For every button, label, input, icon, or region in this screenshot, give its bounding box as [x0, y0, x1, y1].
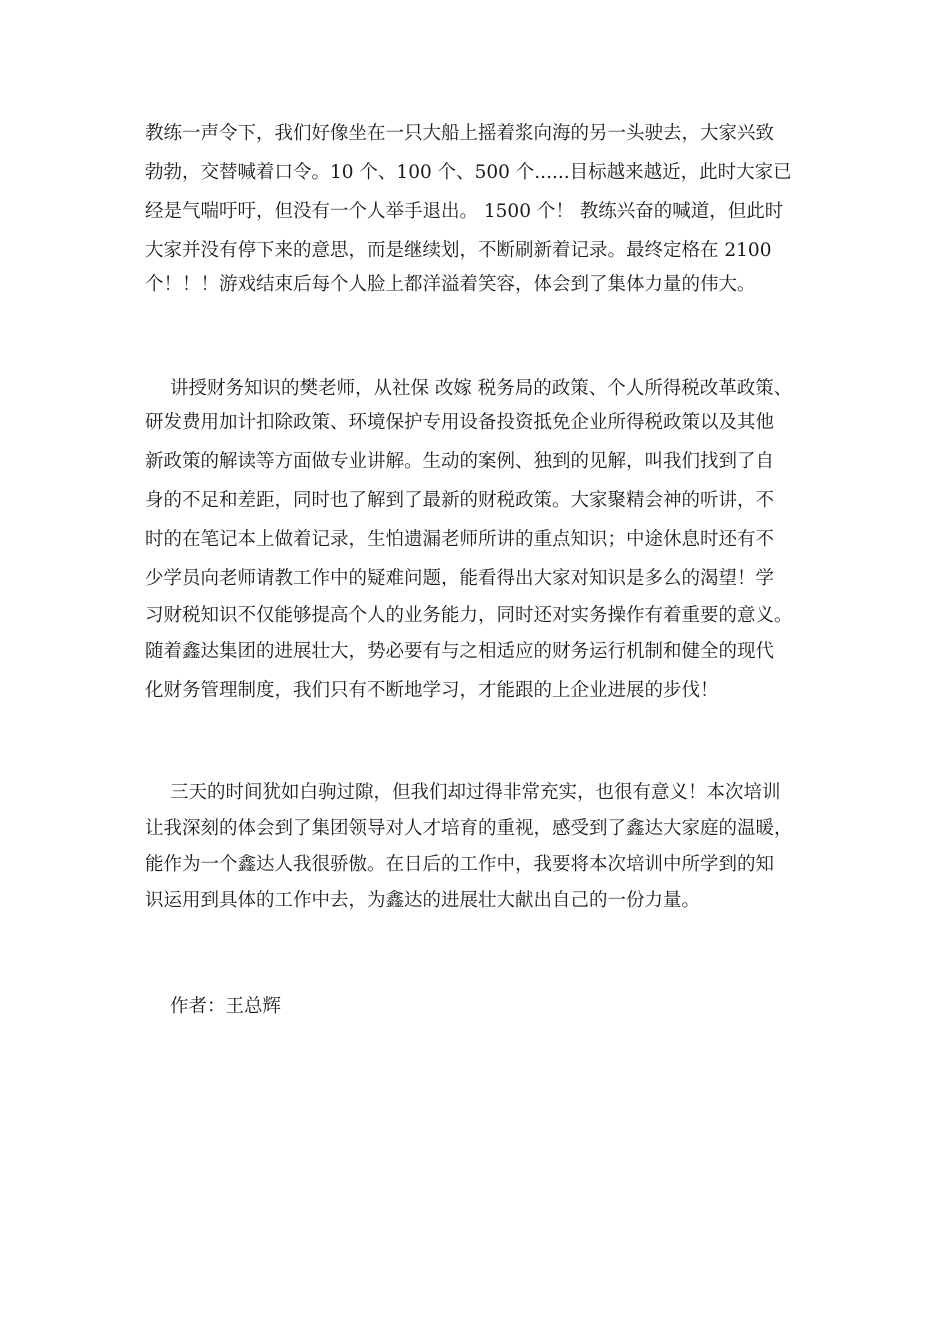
paragraph-3-line-3: 能作为一个鑫达人我很骄傲。在日后的工作中，我要将本次培训中所学到的知 [145, 854, 775, 875]
author-line: 作者：王总辉 [170, 996, 282, 1017]
paragraph-3-line-4: 识运用到具体的工作中去，为鑫达的进展壮大献出自己的一份力量。 [145, 890, 701, 911]
paragraph-2-line-7: 习财税知识不仅能够提高个人的业务能力，同时还对实务操作有着重要的意义。 [145, 605, 793, 626]
paragraph-2-line-2: 研发费用加计扣除政策、环境保护专用设备投资抵免企业所得税政策以及其他 [145, 412, 775, 433]
paragraph-2-line-1: 讲授财务知识的樊老师，从社保 改嫁 税务局的政策、个人所得税改革政策、 [170, 378, 793, 399]
paragraph-2-line-6: 少学员向老师请教工作中的疑难问题，能看得出大家对知识是多么的渴望！学 [145, 568, 775, 589]
paragraph-1-line-2: 勃勃，交替喊着口令。10 个、100 个、500 个......目标越来越近，此时大家已 [145, 162, 792, 183]
paragraph-1-line-3: 经是气喘吁吁，但没有一个人举手退出。 1500 个！ 教练兴奋的喊道，但此时 [145, 201, 784, 222]
paragraph-1-line-5: 个！！！游戏结束后每个人脸上都洋溢着笑容，体会到了集体力量的伟大。 [145, 274, 756, 295]
paragraph-1-line-4: 大家并没有停下来的意思，而是继续划，不断刷新着记录。最终定格在 2100 [145, 240, 772, 261]
paragraph-2-line-5: 时的在笔记本上做着记录，生怕遗漏老师所讲的重点知识；中途休息时还有不 [145, 529, 775, 550]
paragraph-2-line-9: 化财务管理制度，我们只有不断地学习，才能跟的上企业进展的步伐！ [145, 680, 719, 701]
paragraph-2-line-8: 随着鑫达集团的进展壮大，势必要有与之相适应的财务运行机制和健全的现代 [145, 641, 775, 662]
paragraph-2-line-3: 新政策的解读等方面做专业讲解。生动的案例、独到的见解，叫我们找到了自 [145, 451, 775, 472]
paragraph-1-line-1: 教练一声令下，我们好像坐在一只大船上摇着浆向海的另一头驶去，大家兴致 [145, 123, 775, 144]
paragraph-3-line-2: 让我深刻的体会到了集团领导对人才培育的重视，感受到了鑫达大家庭的温暖， [145, 818, 793, 839]
paragraph-3-line-1: 三天的时间犹如白驹过隙，但我们却过得非常充实，也很有意义！本次培训 [170, 782, 781, 803]
paragraph-2-line-4: 身的不足和差距，同时也了解到了最新的财税政策。大家聚精会神的听讲，不 [145, 490, 775, 511]
